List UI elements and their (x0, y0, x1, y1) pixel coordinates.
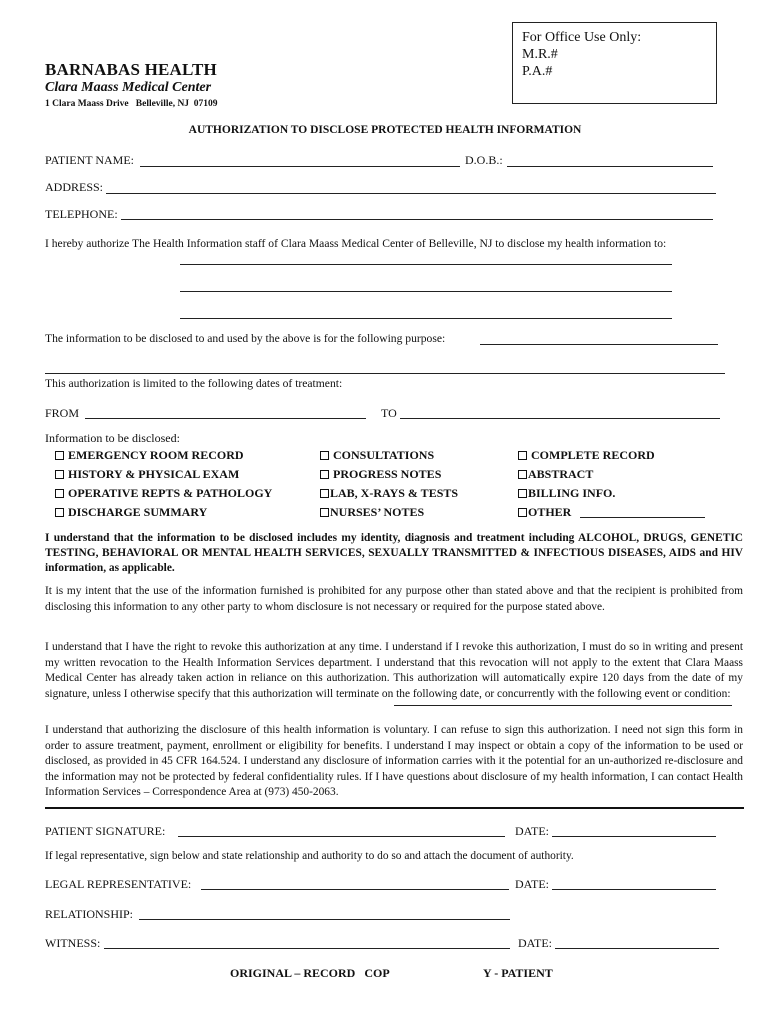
to-field[interactable] (400, 418, 720, 419)
recipient-line-3[interactable] (180, 318, 672, 319)
dob-label: D.O.B.: (465, 153, 503, 167)
to-label: TO (381, 406, 397, 420)
office-use-title: For Office Use Only: (522, 30, 642, 45)
authorize-text: I hereby authorize The Health Information staff of Clara Maass Medical Center of Belleville, NJ to disclose my health information to: (45, 237, 667, 250)
patient-name-label: PATIENT NAME: (45, 153, 135, 167)
legal-rep-date-label: DATE: (515, 877, 549, 891)
info-label: Information to be disclosed: (45, 431, 180, 445)
check-billing-info[interactable]: BILLING INFO. (518, 486, 615, 501)
voluntary-statement: I understand that authorizing the disclosure of this health information is voluntary. I can refuse to sign this authorization. I need not sign this form in order to assure treatment, payment, enrollment or eligibility for benefits. I understand I may inspect or obtain a copy of the information to be used or disclosed, as provided in 45 CFR 164.524. I understand any disclosure of information carries with it the potential for an un-authorized re-disclosure and the information may not be protected by federal confidentiality rules. If I have questions about disclosure of my health information, I can contact Health Information Services – Correspondence Area at (973) 450-2063. (45, 724, 743, 798)
patient-date-label: DATE: (515, 824, 549, 838)
check-other[interactable]: OTHER (518, 505, 571, 520)
org-name: BARNABAS HEALTH (45, 60, 217, 79)
checkbox-icon (55, 508, 64, 517)
dob-field[interactable] (507, 166, 713, 167)
patient-date-field[interactable] (552, 836, 716, 837)
recipient-line-2[interactable] (180, 291, 672, 292)
witness-label: WITNESS: (45, 936, 101, 950)
checkbox-icon (518, 451, 527, 460)
checkbox-icon (55, 489, 64, 498)
legal-note: If legal representative, sign below and state relationship and authority to do so and attach the document of authority. (45, 850, 574, 862)
checkbox-icon (518, 470, 527, 479)
checkbox-icon (55, 451, 64, 460)
relationship-field[interactable] (139, 919, 510, 920)
check-consultations[interactable]: CONSULTATIONS (320, 448, 434, 463)
witness-date-label: DATE: (518, 936, 552, 950)
dates-text: This authorization is limited to the following dates of treatment: (45, 377, 343, 390)
expiration-field[interactable] (394, 705, 732, 706)
check-progress-notes[interactable]: PROGRESS NOTES (320, 467, 441, 482)
telephone-label: TELEPHONE: (45, 207, 118, 221)
check-complete-record[interactable]: COMPLETE RECORD (518, 448, 655, 463)
footer-right: Y - PATIENT (483, 966, 553, 980)
pa-field[interactable]: P.A.# (522, 64, 553, 79)
checkbox-icon (55, 470, 64, 479)
center-address: 1 Clara Maass Drive Belleville, NJ 07109 (45, 99, 218, 109)
disclosure-statement: I understand that the information to be disclosed includes my identity, diagnosis and treatment including ALCOHOL, DRUGS, GENETIC TESTING, BEHAVIORAL OR MENTAL HEALTH SERVICES, SEXUALLY TRANSMITTED & INFECTIOUS DISEASES, AIDS and HIV information, as applicable. (45, 532, 743, 574)
revocation-statement: I understand that I have the right to revoke this authorization at any time. I understand if I revoke this authorization, I must do so in writing and present my written revocation to the Health Information Services department. I understand that this revocation will not apply to the extent that Clara Maass Medical Center has already taken action in reliance on this authorization. This authorization will automatically expire 120 days from the date of my signature, unless I otherwise specify that this authorization will terminate on the following date, or concurrently with the following event or condition: (45, 641, 743, 700)
legal-rep-field[interactable] (201, 889, 509, 890)
purpose-field[interactable] (480, 344, 718, 345)
checkbox-icon (320, 470, 329, 479)
intent-statement: It is my intent that the use of the information furnished is prohibited for any purpose other than stated above and that the recipient is prohibited from disclosing this information to any other party to whom disclosure is not necessary or required for the purpose stated above. (45, 585, 743, 613)
center-name: Clara Maass Medical Center (45, 80, 212, 95)
patient-signature-field[interactable] (178, 836, 505, 837)
checkbox-icon (320, 508, 329, 517)
check-lab-xrays[interactable]: LAB, X-RAYS & TESTS (320, 486, 458, 501)
address-field[interactable] (106, 193, 716, 194)
from-field[interactable] (85, 418, 366, 419)
check-emergency-room[interactable]: EMERGENCY ROOM RECORD (55, 448, 244, 463)
witness-date-field[interactable] (555, 948, 719, 949)
check-abstract[interactable]: ABSTRACT (518, 467, 593, 482)
checkbox-icon (518, 508, 527, 517)
check-nurses-notes[interactable]: NURSES’ NOTES (320, 505, 424, 520)
mr-field[interactable]: M.R.# (522, 47, 558, 62)
section-divider (45, 807, 744, 809)
office-use-box (512, 22, 717, 104)
relationship-label: RELATIONSHIP: (45, 907, 134, 921)
legal-rep-label: LEGAL REPRESENTATIVE: (45, 877, 192, 891)
purpose-text: The information to be disclosed to and used by the above is for the following purpose: (45, 332, 446, 345)
check-operative-pathology[interactable]: OPERATIVE REPTS & PATHOLOGY (55, 486, 272, 501)
address-label: ADDRESS: (45, 180, 104, 194)
patient-signature-label: PATIENT SIGNATURE: (45, 824, 166, 838)
checkbox-icon (518, 489, 527, 498)
from-label: FROM (45, 406, 80, 420)
witness-field[interactable] (104, 948, 510, 949)
footer-left: ORIGINAL – RECORD COP (230, 966, 390, 980)
telephone-field[interactable] (121, 219, 713, 220)
recipient-line-1[interactable] (180, 264, 672, 265)
form-title: AUTHORIZATION TO DISCLOSE PROTECTED HEALTH INFORMATION (188, 124, 582, 136)
purpose-line-2[interactable] (45, 373, 725, 374)
patient-name-field[interactable] (140, 166, 460, 167)
legal-rep-date-field[interactable] (552, 889, 716, 890)
check-discharge-summary[interactable]: DISCHARGE SUMMARY (55, 505, 207, 520)
other-field[interactable] (580, 517, 705, 518)
checkbox-icon (320, 489, 329, 498)
check-history-physical[interactable]: HISTORY & PHYSICAL EXAM (55, 467, 239, 482)
checkbox-icon (320, 451, 329, 460)
